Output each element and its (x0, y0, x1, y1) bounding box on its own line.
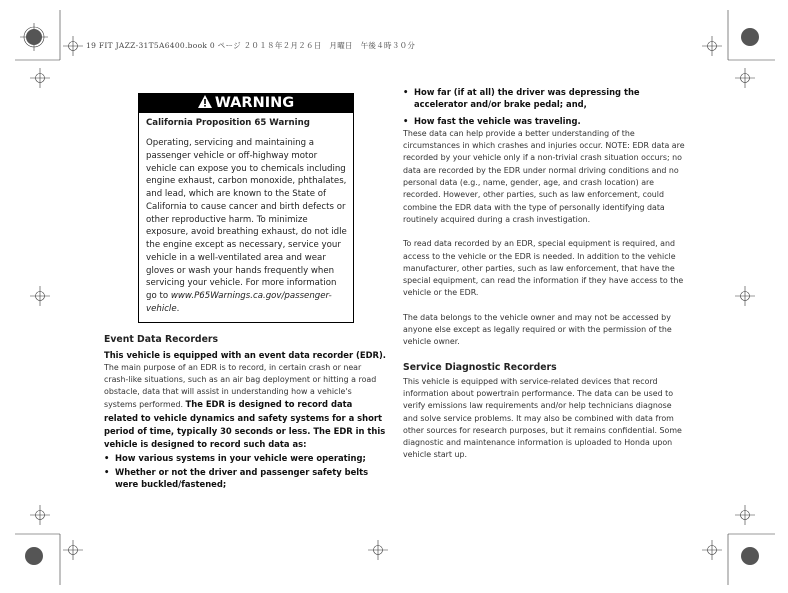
edr-para-text: The main purpose of an EDR is to record, in certain crash or near crash-like situations, such as an air bag deployment or hitting a road obstacle, data that will assist in understanding how a vehicle's systems performed. (104, 362, 377, 410)
sdr-paragraph: This vehicle is equipped with service-related devices that record information about powertrain performance. The data can be used to verify emissions law requirements and/or help technicians diagnose and solve service problems. It may also be combined with data from other sources for research purposes, but it remains confidential. Some diagnostic and maintenance information is uploaded to Honda upon vehicle start up. (403, 376, 682, 460)
warning-subtitle: California Proposition 65 Warning (146, 118, 310, 128)
warning-text: Operating, servicing and maintaining a passenger vehicle or off-highway motor vehicle can expose you to chemicals including engine exhaust, carbon monoxide, phthalates, and lead, which are known to the State of California to cause cancer and birth defects or other reproductive harm. To minimize exposure, avoid breathing exhaust, do not idle the engine except as necessary, service your vehicle in a well-ventilated area and wear gloves or wash your hands frequently when servicing your vehicle. For more information go to (146, 138, 347, 301)
warning-triangle-icon (198, 95, 212, 108)
print-header-line: 19 FIT JAZZ-31T5A6400.book 0 ページ ２０１８年２月２６日 月曜日 午後４時３０分 (86, 41, 416, 50)
edr-read-paragraph: To read data recorded by an EDR, special equipment is required, and access to the vehicle or the EDR is needed. In addition to the vehicle manufacturer, other parties, such as law enforcement, that have the special equipment, can read the information if they have access to the vehicle or the EDR. (403, 239, 684, 298)
warning-box (138, 93, 354, 323)
warning-url-period: . (176, 303, 180, 314)
sdr-heading: Service Diagnostic Recorders (403, 361, 557, 373)
warning-body (146, 137, 347, 316)
right-bullet-2: • How fast the vehicle was traveling. (403, 115, 687, 127)
edr-paragraph (104, 362, 386, 452)
right-column (403, 86, 687, 462)
right-bullet-1: • How far (if at all) the driver was depressing the accelerator and/or brake pedal; and, (403, 86, 687, 111)
edr-ownership-paragraph: The data belongs to the vehicle owner and may not be accessed by anyone else except as legally required or with the permission of the vehicle owner. (403, 312, 672, 347)
edr-bullet-2: • Whether or not the driver and passenger safety belts were buckled/fastened; (104, 466, 386, 491)
warning-header (139, 94, 353, 113)
edr-note-paragraph: These data can help provide a better understanding of the circumstances in which crashes and injuries occur. NOTE: EDR data are recorded by your vehicle only if a non-trivial crash situation occurs; no data are recorded by the EDR under normal driving conditions and no personal data (e.g., name, gender, age, and crash location) are recorded. However, other parties, such as law enforcement, could combine the EDR data with the type of personally identifying data routinely acquired during a crash investigation. (403, 128, 685, 224)
edr-heading: Event Data Recorders (104, 334, 218, 345)
warning-title: WARNING (214, 95, 295, 111)
edr-bullet-1: • How various systems in your vehicle were operating; (104, 452, 386, 464)
warning-url: www.P65Warnings.ca.gov/passenger-vehicle (146, 291, 332, 314)
edr-para-bold: The EDR is designed to record data related to vehicle dynamics and safety systems for a short period of time, typically 30 seconds or less. The EDR in this vehicle is designed to record such data as: (104, 399, 386, 450)
edr-section (104, 334, 386, 491)
edr-intro: This vehicle is equipped with an event data recorder (EDR). (104, 350, 386, 361)
